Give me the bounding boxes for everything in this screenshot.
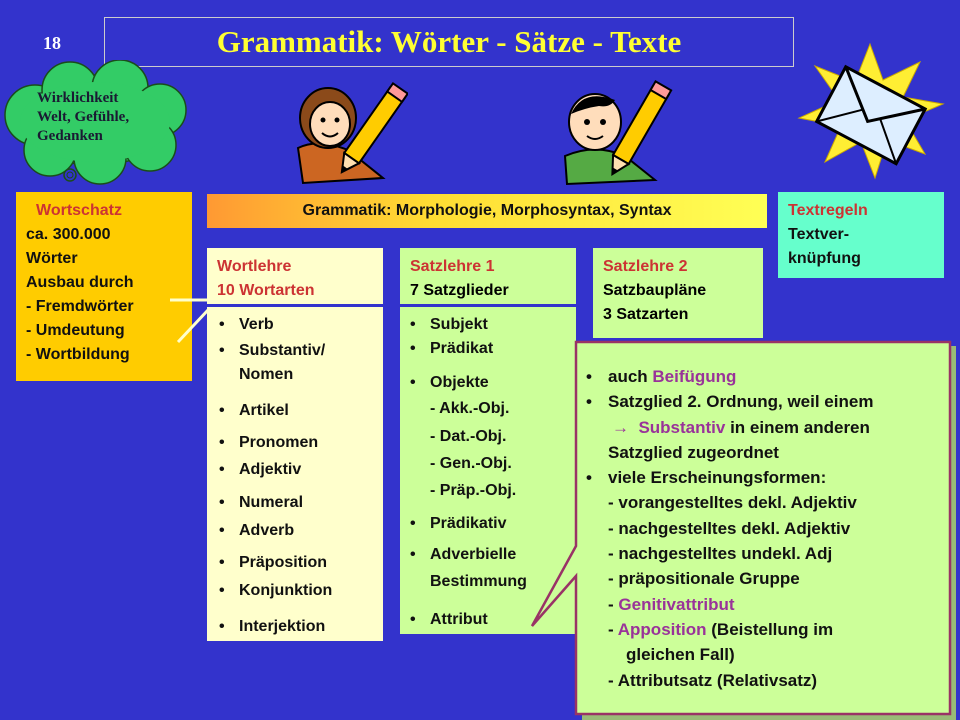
callout-line: gleichen Fall) bbox=[626, 645, 735, 665]
callout-line: - nachgestelltes undekl. Adj bbox=[608, 544, 833, 564]
satzlehre1-subheading: 7 Satzglieder bbox=[410, 282, 509, 299]
wortschatz-line: Ausbau durch bbox=[26, 274, 134, 291]
grammatik-banner bbox=[207, 194, 767, 228]
cloud-line: Welt, Gefühle, bbox=[37, 109, 130, 125]
list-item: • Numeral bbox=[219, 494, 304, 511]
page-title: Grammatik: Wörter - Sätze - Texte bbox=[216, 24, 682, 59]
satzlehre1-header bbox=[400, 248, 576, 304]
callout-line: - präpositionale Gruppe bbox=[608, 569, 800, 589]
wortschatz-line: - Wortbildung bbox=[26, 346, 130, 363]
satzlehre1-heading: Satzlehre 1 bbox=[410, 258, 495, 275]
attribut-callout bbox=[586, 364, 956, 693]
cloud-line: Wirklichkeit bbox=[37, 90, 119, 106]
arrow-right-icon: → bbox=[612, 417, 629, 437]
girl-with-pencil-icon bbox=[288, 78, 408, 188]
boy-with-pencil-icon bbox=[555, 78, 675, 188]
slide-number: 18 bbox=[43, 33, 61, 53]
textregeln-line: knüpfung bbox=[788, 250, 861, 267]
callout-line: - vorangestelltes dekl. Adjektiv bbox=[608, 493, 857, 513]
list-item: • Objekte bbox=[410, 374, 489, 391]
list-item: • Artikel bbox=[219, 402, 289, 419]
title-box bbox=[104, 17, 794, 67]
wortlehre-list bbox=[207, 307, 383, 641]
list-item: • Adjektiv bbox=[219, 461, 302, 478]
list-item: • Konjunktion bbox=[219, 582, 333, 599]
list-item: • Subjekt bbox=[410, 316, 488, 333]
wortschatz-line: - Fremdwörter bbox=[26, 298, 134, 315]
wortschatz-heading: Wortschatz bbox=[36, 202, 122, 219]
list-item: • Interjektion bbox=[219, 618, 326, 635]
wortlehre-heading: Wortlehre bbox=[217, 258, 292, 275]
list-item: • Adverbielle bbox=[410, 546, 517, 563]
list-item: - Dat.-Obj. bbox=[430, 428, 507, 445]
list-item: • Attribut bbox=[410, 611, 488, 628]
list-item: • Prädikat bbox=[410, 340, 494, 357]
callout-line: - Apposition (Beistellung im bbox=[608, 619, 834, 639]
wortschatz-line: ca. 300.000 bbox=[26, 226, 111, 243]
list-item: - Akk.-Obj. bbox=[430, 400, 510, 417]
list-item: Bestimmung bbox=[430, 573, 527, 590]
callout-line: • Satzglied 2. Ordnung, weil einem bbox=[586, 392, 874, 412]
satzlehre2-line: 3 Satzarten bbox=[603, 306, 689, 323]
list-item: • Verb bbox=[219, 316, 274, 333]
satzlehre2-heading: Satzlehre 2 bbox=[603, 258, 688, 275]
callout-line: Satzglied zugeordnet bbox=[608, 442, 779, 462]
callout-line: • auch Beifügung bbox=[586, 367, 737, 386]
wortlehre-header bbox=[207, 248, 383, 304]
list-item: • Prädikativ bbox=[410, 515, 507, 532]
list-item: • Adverb bbox=[219, 522, 295, 539]
satzlehre2-header bbox=[593, 248, 763, 338]
textregeln-box bbox=[778, 192, 944, 278]
list-item: Nomen bbox=[239, 366, 294, 383]
wortschatz-line: - Umdeutung bbox=[26, 322, 125, 339]
list-item: • Pronomen bbox=[219, 434, 319, 451]
wortschatz-line: Wörter bbox=[26, 250, 78, 267]
satzlehre2-line: Satzbaupläne bbox=[603, 282, 707, 299]
grammatik-banner-text: Grammatik: Morphologie, Morphosyntax, Syntax bbox=[302, 202, 672, 219]
list-item: - Präp.-Obj. bbox=[430, 482, 517, 499]
cloud-text bbox=[37, 89, 129, 146]
textregeln-heading: Textregeln bbox=[788, 202, 868, 219]
callout-line: • viele Erscheinungsformen: bbox=[586, 468, 827, 488]
list-item: - Gen.-Obj. bbox=[430, 455, 512, 472]
callout-line: → Substantiv in einem anderen bbox=[612, 417, 870, 437]
list-item: • Substantiv/ bbox=[219, 342, 326, 359]
textregeln-line: Textver- bbox=[788, 226, 850, 243]
callout-line: - Attributsatz (Relativsatz) bbox=[608, 670, 818, 690]
envelope-burst-icon bbox=[795, 42, 945, 182]
wortlehre-subheading: 10 Wortarten bbox=[217, 282, 315, 299]
list-item: • Präposition bbox=[219, 554, 328, 571]
cloud-line: Gedanken bbox=[37, 128, 103, 144]
callout-line: - nachgestelltes dekl. Adjektiv bbox=[608, 518, 851, 538]
callout-line: - Genitivattribut bbox=[608, 594, 735, 614]
